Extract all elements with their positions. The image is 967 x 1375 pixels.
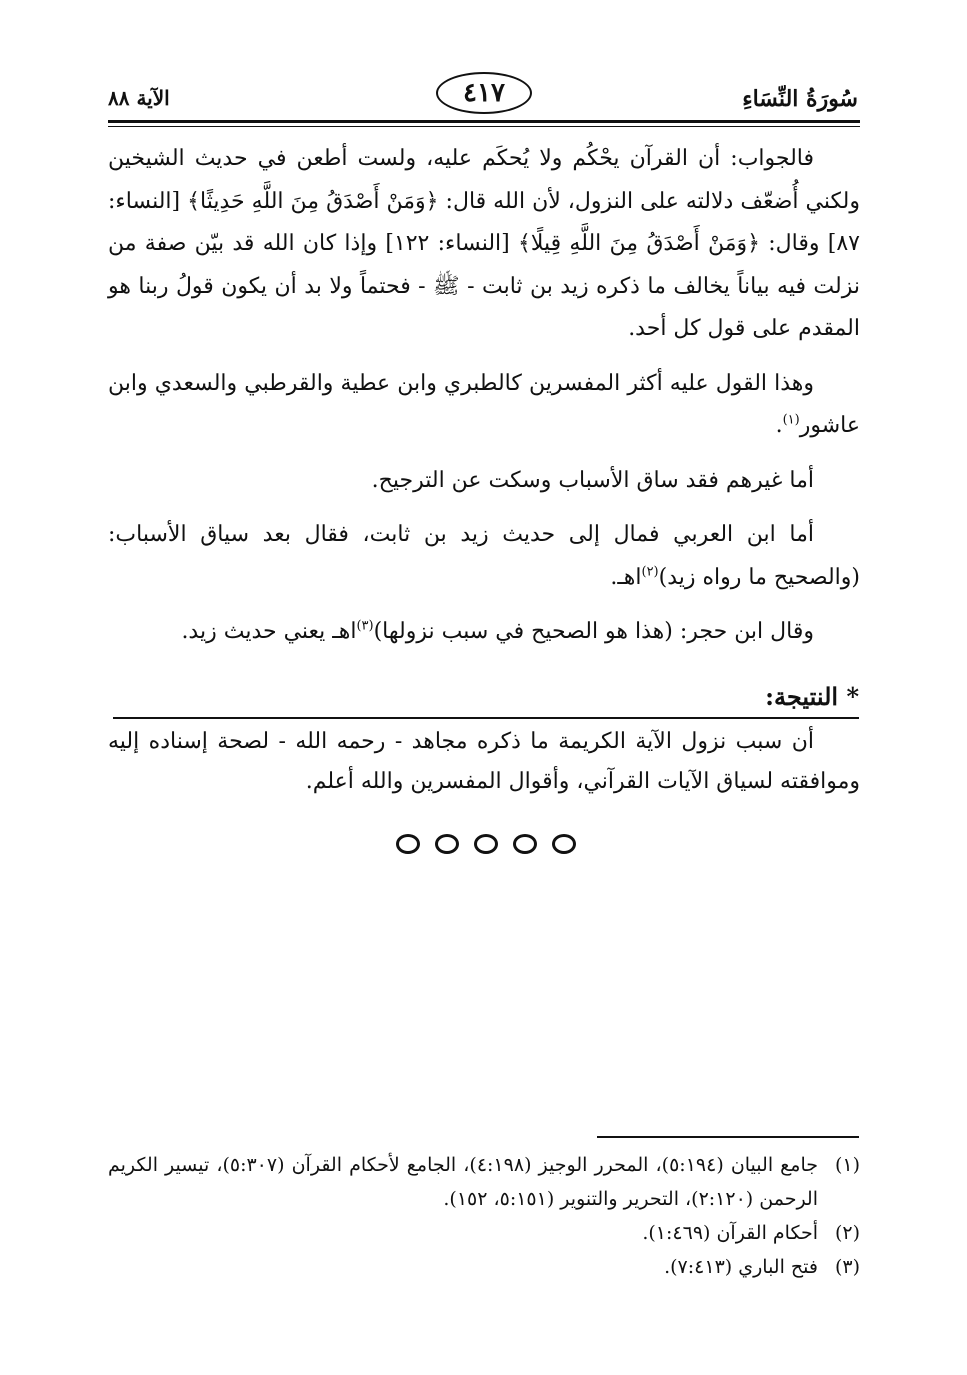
ornament-circle <box>435 834 459 854</box>
ornament-circle <box>552 834 576 854</box>
footnote-ref[interactable]: (٢) <box>641 564 659 580</box>
result-underline <box>113 717 859 719</box>
main-text <box>108 138 860 666</box>
footnote-separator <box>597 1136 859 1138</box>
footnote-text: فتح الباري (٧:٤١٣). <box>664 1256 818 1278</box>
footnote-number: (٢) <box>834 1222 860 1244</box>
page-number: ٤١٧ <box>436 72 532 114</box>
paragraph: فالجواب: أن القرآن يحْكُم ولا يُحكَم عليه، ولست أطعن في حديث الشيخين ولكني أُضعّف دلالته على النزول، لأن الله قال: ﴿وَمَنْ أَصْدَقُ مِنَ اللَّهِ حَدِيثًا﴾ [النساء: ٨٧] وقال: ﴿وَمَنْ أَصْدَقُ مِنَ اللَّهِ قِيلًا﴾ [النساء: ١٢٢] وإذا كان الله قد بيّن صفة من نزلت فيه بياناً يخالف ما ذكره زيد بن ثابت - ﷺ - فحتماً ولا بد أن يكون قولُ ربنا هو المقدم على قول كل أحد. <box>108 146 860 341</box>
footnote-number: (٣) <box>834 1256 860 1278</box>
ornament-circle <box>474 834 498 854</box>
paragraph: أما غيرهم فقد ساق الأسباب وسكت عن الترجيح. <box>371 467 814 493</box>
footnote-text: جامع البيان (٥:١٩٤)، المحرر الوجيز (٤:١٩٨)، الجامع لأحكام القرآن (٥:٣٠٧)، تيسير الكريم الرحمن (٢:١٢٠)، التحرير والتنوير (٥:١٥١، ١٥٢). <box>108 1154 818 1210</box>
header-rule-thin <box>108 126 860 127</box>
header-rule-thick <box>108 120 860 123</box>
footnote-item <box>108 1148 860 1216</box>
footnote-number: (١) <box>834 1154 860 1176</box>
footnote-text: أحكام القرآن (١:٤٦٩). <box>642 1222 818 1244</box>
footnote-item <box>108 1216 860 1250</box>
verse-reference: الآية ٨٨ <box>108 86 170 110</box>
surah-title: سُورَةُ النِّسَاءِ <box>742 86 858 112</box>
footnote-ref[interactable]: (٣) <box>356 618 374 634</box>
ornament-circle <box>396 834 420 854</box>
ornament-circle <box>513 834 537 854</box>
paragraph: وقال ابن حجر: (هذا هو الصحيح في سبب نزولها)$^{(٣)}$اهـ يعني حديث زيد. <box>181 618 814 644</box>
result-heading: * النتيجة: <box>765 682 859 711</box>
footnote-item <box>108 1250 860 1284</box>
paragraph: أما ابن العربي فمال إلى حديث زيد بن ثابت، فقال بعد سياق الأسباب: (والصحيح ما رواه زيد)$^{(٢)}$اهـ. <box>108 522 860 590</box>
paragraph: وهذا القول عليه أكثر المفسرين كالطبري وابن عطية والقرطبي والسعدي وابن عاشور$^{(١)}$. <box>108 370 860 438</box>
section-ornament <box>396 834 576 854</box>
footnote-ref[interactable]: (١) <box>782 412 800 428</box>
footnotes <box>108 1148 860 1284</box>
result-text: أن سبب نزول الآية الكريمة ما ذكره مجاهد - رحمه الله - لصحة إسناده إليه وموافقته لسياق الآيات القرآني، وأقوال المفسرين والله أعلم. <box>108 729 860 794</box>
page-header <box>108 72 858 122</box>
